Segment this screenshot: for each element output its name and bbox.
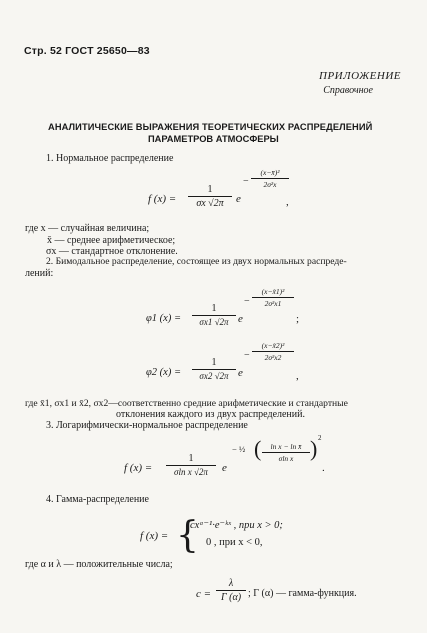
formula-4-e: e xyxy=(222,462,227,474)
formula-5-case-1: cxᵅ⁻¹·e⁻ᵏˣ , при x > 0; xyxy=(190,520,283,531)
formula-3-fraction xyxy=(192,357,236,381)
formula-1-num: 1 xyxy=(207,184,213,195)
formula-6-num: λ xyxy=(228,578,234,589)
formula-4-paren-open: ( xyxy=(254,436,262,461)
formula-1-lhs: f (x) = xyxy=(148,193,177,205)
where-2-line-2: отклонения каждого из двух распределений. xyxy=(116,409,305,420)
formula-5-case-2: 0 , при x < 0, xyxy=(206,537,263,548)
formula-4-square: 2 xyxy=(318,434,322,442)
section-4-title: 4. Гамма-распределение xyxy=(46,494,149,505)
formula-3-num: 1 xyxy=(211,357,217,368)
formula-2-exp-num: (x−x̃1)² xyxy=(261,287,285,296)
formula-4-num: 1 xyxy=(188,453,194,464)
formula-3-e: e xyxy=(238,367,243,379)
formula-1-den: σx √2π xyxy=(196,198,224,209)
formula-5-brace: { xyxy=(176,515,199,556)
formula-2-num: 1 xyxy=(211,303,217,314)
section-2-title: 2. Бимодальное распределение, состоящее из двух нормальных распреде- xyxy=(46,256,347,267)
where-2-line-1: где x̄1, σx1 и x̄2, σx2—соответственно средние арифметические и стандартные xyxy=(25,398,348,409)
formula-2-exponent xyxy=(252,287,294,308)
formula-3-exp-den: 2σ²x2 xyxy=(264,353,282,362)
section-3-title: 3. Логарифмически-нормальное распределение xyxy=(46,420,248,431)
formula-3-separator: , xyxy=(296,370,299,382)
formula-3-lhs: φ2 (x) = xyxy=(146,367,182,378)
formula-2-den: σx1 √2π xyxy=(199,317,229,327)
formula-4-inner-den: σln x xyxy=(278,454,294,463)
formula-1-fraction xyxy=(188,184,232,209)
formula-2-exp-den: 2σ²x1 xyxy=(264,299,282,308)
formula-4-inner-num: ln x − ln x̄ xyxy=(270,442,302,451)
formula-3-exponent xyxy=(252,341,294,362)
formula-4-half: − ½ xyxy=(232,444,246,454)
formula-2-separator: ; xyxy=(296,313,300,325)
where-1-line-1: где x — случайная величина; xyxy=(25,223,150,234)
formula-1-exp-num: (x−x̄)² xyxy=(260,168,280,177)
formula-1-minus: − xyxy=(243,176,249,187)
formula-2-minus: − xyxy=(244,296,250,307)
formula-1-exp-den: 2σ²x xyxy=(263,180,277,189)
formula-4-inner xyxy=(262,442,310,463)
formula-1-e: e xyxy=(236,193,241,205)
formula-4-lhs: f (x) = xyxy=(124,462,153,474)
formula-3-minus: − xyxy=(244,350,250,361)
appendix-subtitle: Справочное xyxy=(323,85,373,96)
formula-5-lhs: f (x) = xyxy=(140,530,169,542)
where-4-line-1: где α и λ — положительные числа; xyxy=(25,559,173,570)
formula-4-den: σln x √2π xyxy=(174,467,208,477)
heading-line-1: АНАЛИТИЧЕСКИЕ ВЫРАЖЕНИЯ ТЕОРЕТИЧЕСКИХ РАСПРЕДЕЛЕНИЙ xyxy=(48,122,373,132)
page-header: Стр. 52 ГОСТ 25650—83 xyxy=(24,45,150,57)
section-2-cont: лений: xyxy=(25,268,54,279)
where-1-line-2: x̄ — среднее арифметическое; xyxy=(47,235,176,246)
formula-2-lhs: φ1 (x) = xyxy=(146,313,182,324)
heading-line-2: ПАРАМЕТРОВ АТМОСФЕРЫ xyxy=(148,134,279,144)
formula-4-dot: . xyxy=(322,462,325,474)
section-1-title: 1. Нормальное распределение xyxy=(46,153,174,164)
formula-1-comma: , xyxy=(286,196,289,208)
formula-6-den: Γ (α) xyxy=(220,592,242,603)
formula-3-den: σx2 √2π xyxy=(199,371,229,381)
formula-4-fraction xyxy=(166,453,216,477)
formula-6-rest: ; Γ (α) — гамма-функция. xyxy=(248,588,357,599)
appendix-title: ПРИЛОЖЕНИЕ xyxy=(319,70,401,82)
where-1-line-3: σx — стандартное отклонение. xyxy=(46,246,178,257)
formula-2-e: e xyxy=(238,313,243,325)
formula-4-paren-close: ) xyxy=(310,436,318,461)
formula-3-exp-num: (x−x̃2)² xyxy=(261,341,285,350)
formula-1-exponent xyxy=(251,168,289,189)
formula-2-fraction xyxy=(192,303,236,327)
formula-6-lhs: c = xyxy=(196,588,212,600)
formula-6-fraction xyxy=(216,578,246,603)
